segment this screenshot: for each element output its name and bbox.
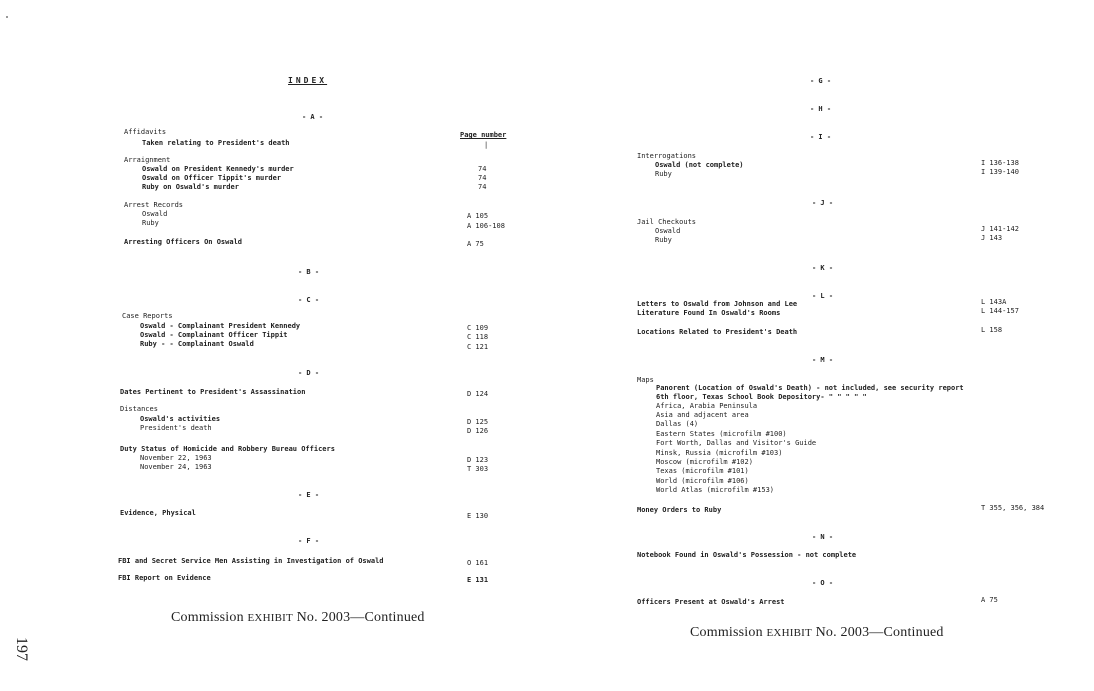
entry-distances: Distances <box>120 405 158 413</box>
section-n-heading: - N - <box>812 533 834 541</box>
page-number-header: Page number <box>460 131 507 139</box>
caption-right-pre: Commission <box>690 625 767 640</box>
page-number: 197 <box>13 637 30 661</box>
entry-case-sub-3: Ruby - - Complainant Oswald <box>140 340 254 348</box>
entry-case-sub-2: Oswald - Complainant Officer Tippit <box>140 331 288 339</box>
page-ref: O 161 <box>467 559 489 567</box>
caption-right <box>690 625 944 641</box>
entry-duty-status: Duty Status of Homicide and Robbery Bureau Officers <box>120 445 335 453</box>
caption-right-exhibit: EXHIBIT <box>766 627 812 639</box>
entry-arraignment-sub-2: Oswald on Officer Tippit's murder <box>142 174 282 182</box>
entry-maps: Maps <box>637 376 654 384</box>
page-ref: I 139-140 <box>981 168 1019 176</box>
entry-money-orders: Money Orders to Ruby <box>637 506 722 514</box>
entry-letters: Letters to Oswald from Johnson and Lee <box>637 300 798 308</box>
page-ref: L 144-157 <box>981 307 1019 315</box>
page-ref: D 125 <box>467 418 489 426</box>
caption-left-pre: Commission <box>171 610 248 625</box>
entry-maps-sub: Asia and adjacent area <box>656 411 749 419</box>
section-h-heading: - H - <box>810 105 832 113</box>
entry-distances-sub-1: Oswald's activities <box>140 415 221 423</box>
entry-dates: Dates Pertinent to President's Assassination <box>120 388 306 396</box>
page-ref: D 123 <box>467 456 489 464</box>
entry-maps-sub: World (microfilm #106) <box>656 477 749 485</box>
page-ref: A 105 <box>467 212 489 220</box>
entry-maps-sub: Panorent (Location of Oswald's Death) - not included, see security report <box>656 384 964 392</box>
entry-case-reports: Case Reports <box>122 312 173 320</box>
stray-mark <box>6 16 8 18</box>
entry-affidavits-sub: Taken relating to President's death <box>142 139 290 147</box>
page-ref: 74 <box>478 165 487 173</box>
page-ref: L 143A <box>981 298 1007 306</box>
entry-arraignment-sub-1: Oswald on President Kennedy's murder <box>142 165 294 173</box>
caption-right-post: No. 2003—Continued <box>811 625 944 640</box>
page-ref: 74 <box>478 174 487 182</box>
section-j-heading: - J - <box>812 199 834 207</box>
section-d-heading: - D - <box>298 369 320 377</box>
section-l-heading: - L - <box>812 292 834 300</box>
page-ref: A 75 <box>981 596 998 604</box>
page-ref: E 131 <box>467 576 489 584</box>
entry-notebook: Notebook Found in Oswald's Possession - not complete <box>637 551 857 559</box>
page-ref: D 126 <box>467 427 489 435</box>
entry-interrogations-sub-2: Ruby <box>655 170 672 178</box>
page-ref: T 303 <box>467 465 489 473</box>
entry-arrest-sub-2: Ruby <box>142 219 159 227</box>
entry-maps-sub: Texas (microfilm #101) <box>656 467 749 475</box>
entry-maps-sub: Eastern States (microfilm #100) <box>656 430 787 438</box>
page-ref: T 355, 356, 384 <box>981 504 1045 512</box>
entry-jail-checkouts: Jail Checkouts <box>637 218 697 226</box>
entry-case-sub-1: Oswald - Complainant President Kennedy <box>140 322 301 330</box>
entry-interrogations-sub-1: Oswald (not complete) <box>655 161 744 169</box>
entry-arrest-records: Arrest Records <box>124 201 184 209</box>
entry-fbi-secret-service: FBI and Secret Service Men Assisting in Investigation of Oswald <box>118 557 384 565</box>
page-ref: 74 <box>478 183 487 191</box>
section-b-heading: - B - <box>298 268 320 276</box>
page-ref: C 109 <box>467 324 489 332</box>
entry-affidavits: Affidavits <box>124 128 167 136</box>
entry-maps-sub: Dallas (4) <box>656 420 699 428</box>
section-m-heading: - M - <box>812 356 834 364</box>
entry-locations: Locations Related to President's Death <box>637 328 798 336</box>
section-k-heading: - K - <box>812 264 834 272</box>
entry-maps-sub: Moscow (microfilm #102) <box>656 458 753 466</box>
page-number-header-tick: | <box>484 141 489 149</box>
page-ref: J 143 <box>981 234 1003 242</box>
entry-evidence: Evidence, Physical <box>120 509 196 517</box>
entry-arraignment: Arraignment <box>124 156 171 164</box>
page-ref: J 141-142 <box>981 225 1019 233</box>
entry-interrogations: Interrogations <box>637 152 697 160</box>
entry-duty-sub-2: November 24, 1963 <box>140 463 212 471</box>
caption-left-post: No. 2003—Continued <box>292 610 425 625</box>
entry-maps-sub: World Atlas (microfilm #153) <box>656 486 775 494</box>
entry-distances-sub-2: President's death <box>140 424 212 432</box>
page-ref: I 136-138 <box>981 159 1019 167</box>
entry-duty-sub-1: November 22, 1963 <box>140 454 212 462</box>
caption-left-exhibit: EXHIBIT <box>247 612 293 624</box>
page-ref: A 106-108 <box>467 222 505 230</box>
entry-literature: Literature Found In Oswald's Rooms <box>637 309 781 317</box>
section-f-heading: - F - <box>298 537 320 545</box>
entry-maps-sub: 6th floor, Texas School Book Depository- " " " " " <box>656 393 867 401</box>
entry-maps-sub: Minsk, Russia (microfilm #103) <box>656 449 783 457</box>
entry-fbi-report: FBI Report on Evidence <box>118 574 211 582</box>
caption-left <box>171 610 425 626</box>
section-e-heading: - E - <box>298 491 320 499</box>
page-ref: E 130 <box>467 512 489 520</box>
entry-maps-sub: Africa, Arabia Peninsula <box>656 402 758 410</box>
page-ref: C 121 <box>467 343 489 351</box>
page-ref: A 75 <box>467 240 484 248</box>
section-i-heading: - I - <box>810 133 832 141</box>
section-o-heading: - O - <box>812 579 834 587</box>
section-g-heading: - G - <box>810 77 832 85</box>
section-c-heading: - C - <box>298 296 320 304</box>
entry-jail-sub-1: Oswald <box>655 227 681 235</box>
entry-arresting-officers: Arresting Officers On Oswald <box>124 238 243 246</box>
section-a-heading: - A - <box>302 113 324 121</box>
entry-arrest-sub-1: Oswald <box>142 210 168 218</box>
entry-jail-sub-2: Ruby <box>655 236 672 244</box>
page-ref: C 118 <box>467 333 489 341</box>
index-title: INDEX <box>288 76 328 85</box>
entry-maps-sub: Fort Worth, Dallas and Visitor's Guide <box>656 439 817 447</box>
entry-arraignment-sub-3: Ruby on Oswald's murder <box>142 183 239 191</box>
page-ref: D 124 <box>467 390 489 398</box>
entry-officers-present: Officers Present at Oswald's Arrest <box>637 598 785 606</box>
page-ref: L 158 <box>981 326 1003 334</box>
